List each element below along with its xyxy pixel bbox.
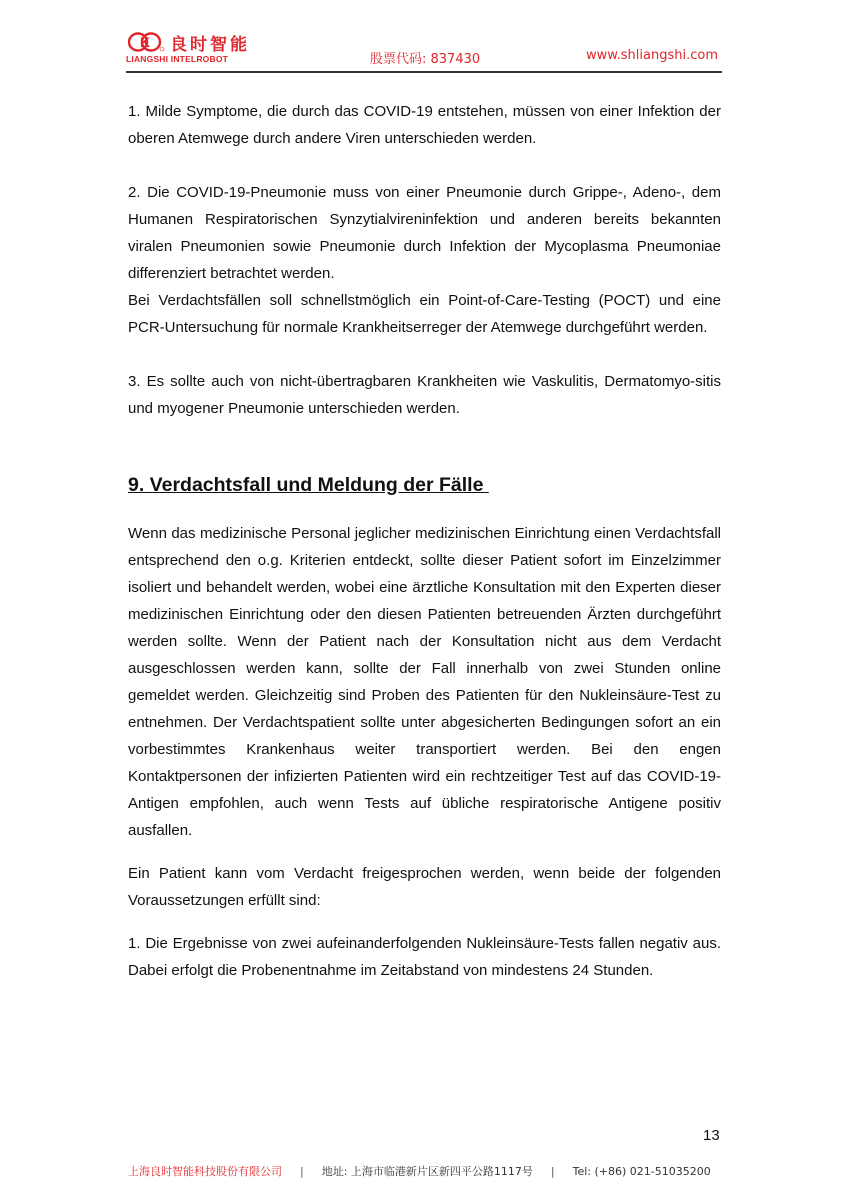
- footer-tel: Tel: (+86) 021-51035200: [572, 1165, 711, 1178]
- footer-address: 地址: 上海市临港新片区新四平公路1117号: [321, 1165, 533, 1178]
- svg-text:K: K: [140, 34, 151, 50]
- page-footer: [128, 1163, 728, 1179]
- stock-code: 股票代码: 837430: [370, 52, 481, 67]
- paragraph-poct-testing: Bei Verdachtsfällen soll schnellstmöglich ein Point-of-Care-Testing (POCT) und eine PCR-Untersuchung für normale Krankheitserreger der Atemwege durchgeführt werden.: [128, 292, 721, 336]
- paragraph-suspected-case: Wenn das medizinische Personal jeglicher medizinischen Einrichtung einen Verdachtsfall entsprechend den o.g. Kriterien entdeckt, sollte dieser Patient sofort im Einzelzimmer isoliert und behandelt werden, wobei eine ärztliche Konsultation mit den Experten dieser medizinischen Einrichtung oder den diesen Patienten betreuenden Ärzten durchgeführt werden sollte. Wenn der Patient nach der Konsultation nicht aus dem Verdacht ausgeschlossen werden kann, sollte der Fall innerhalb von zwei Stunden online gemeldet werden. Gleichzeitig sind Proben des Patienten für den Nukleinsäure-Test zu entnehmen. Der Verdachtspatient sollte unter abgesicherten Bedingungen sofort an ein vorbestimmtes Krankenhaus weiter transportiert werden. Bei den engen Kontaktpersonen der infizierten Patienten wird ein rechtzeitiger Test auf das COVID-19-Antigen empfohlen, auch wenn Tests auf übliche respiratorische Antigene positiv ausfallen.: [128, 525, 721, 839]
- paragraph-differential-3: 3. Es sollte auch von nicht-übertragbaren Krankheiten wie Vaskulitis, Dermatomyo-sitis und myogener Pneumonie unterschieden werden.: [128, 373, 721, 417]
- footer-separator: |: [550, 1165, 555, 1178]
- footer-company: 上海良时智能科技股份有限公司: [128, 1165, 282, 1178]
- paragraph-differential-2: 2. Die COVID-19-Pneumonie muss von einer Pneumonie durch Grippe-, Adeno-, dem Humanen Respiratorischen Synzytialvireninfektion und anderen bereits bekannten viralen Pneumonien sowie Pneumonie durch Infektion der Mycoplasma Pneumoniae differenziert betrachtet werden.: [128, 184, 721, 282]
- section-heading: 9. Verdachtsfall und Meldung der Fälle: [128, 474, 489, 496]
- page-number: 13: [703, 1127, 720, 1144]
- header-divider: [126, 71, 722, 73]
- logo-english-name: LIANGSHI INTELROBOT: [126, 54, 229, 64]
- website-link[interactable]: www.shliangshi.com: [585, 48, 718, 63]
- logo-k-icon: [128, 32, 166, 52]
- page-header: [126, 30, 722, 72]
- paragraph-differential-1: 1. Milde Symptome, die durch das COVID-19 entstehen, müssen von einer Infektion der oberen Atemwege durch andere Viren unterschieden werden.: [128, 103, 721, 147]
- footer-separator: |: [300, 1165, 304, 1178]
- paragraph-condition-1: 1. Die Ergebnisse von zwei aufeinanderfolgenden Nukleinsäure-Tests fallen negativ aus. Dabei erfolgt die Probenentnahme im Zeitabstand von mindestens 24 Stunden.: [128, 935, 721, 979]
- paragraph-release-conditions: Ein Patient kann vom Verdacht freigesprochen werden, wenn beide der folgenden Voraussetzungen erfüllt sind:: [128, 865, 721, 909]
- document-body: [128, 98, 721, 984]
- logo-chinese-name: 良时智能: [170, 35, 250, 55]
